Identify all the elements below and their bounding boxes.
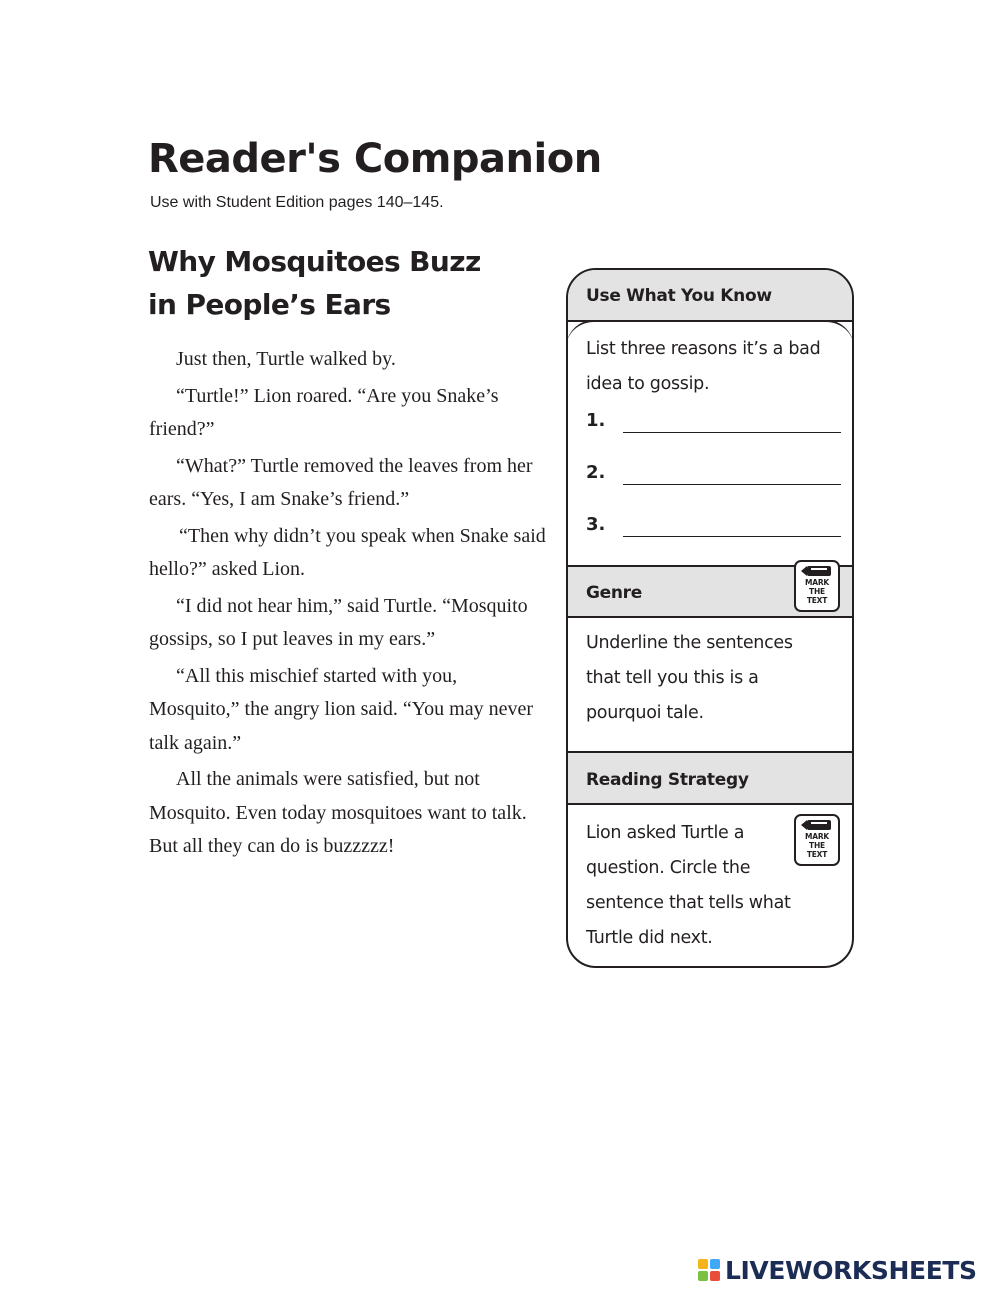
page-subtitle: Use with Student Edition pages 140–145. <box>150 194 444 211</box>
instruction-line: Turtle did next. <box>586 928 713 948</box>
story-paragraph: “Turtle!” Lion roared. “Are you Snake’s friend?” <box>149 384 499 440</box>
badge-line: THE <box>809 841 825 850</box>
story-paragraph: All the animals were satisfied, but not Mosquito. Even today mosquitoes want to talk. But all they can do is buzzzzz! <box>149 768 527 857</box>
story-paragraph: “I did not hear him,” said Turtle. “Mosquito gossips, so I put leaves in my ears.” <box>149 594 528 650</box>
answer-blank[interactable] <box>623 432 841 433</box>
instruction-line: that tell you this is a <box>586 668 759 688</box>
genre-instructions <box>586 626 846 731</box>
answer-number: 1. <box>586 410 606 431</box>
badge-line: MARK <box>804 832 830 841</box>
story-title-line: in People’s Ears <box>148 288 391 321</box>
story-paragraph: “What?” Turtle removed the leaves from her ears. “Yes, I am Snake’s friend.” <box>149 454 533 510</box>
reading-strategy-instructions <box>586 816 846 956</box>
answer-blank[interactable] <box>623 536 841 537</box>
badge-line: TEXT <box>806 596 828 605</box>
companion-sidebar <box>566 268 854 968</box>
instruction-line: Underline the sentences <box>586 633 793 653</box>
prompt-line: List three reasons it’s a bad <box>586 339 821 359</box>
mark-the-text-badge <box>794 560 840 612</box>
use-what-you-know-prompt <box>586 332 846 402</box>
section-heading-reading-strategy: Reading Strategy <box>568 751 852 805</box>
instruction-line: question. Circle the <box>586 858 751 878</box>
answer-line-2[interactable] <box>586 462 846 492</box>
story-paragraph: “Then why didn’t you speak when Snake said hello?” asked Lion. <box>149 524 546 580</box>
answer-number: 2. <box>586 462 606 483</box>
badge-line: MARK <box>804 578 830 587</box>
story-paragraph: “All this mischief started with you, Mosquito,” the angry lion said. “You may never talk again.” <box>149 664 534 754</box>
instruction-line: pourquoi tale. <box>586 703 704 723</box>
answer-blank[interactable] <box>623 484 841 485</box>
badge-line: THE <box>809 587 825 596</box>
answer-line-3[interactable] <box>586 514 846 544</box>
section-heading-genre: Genre <box>568 565 852 618</box>
instruction-line: sentence that tells what <box>586 893 791 913</box>
logo-text: LIVEWORKSHEETS <box>725 1256 977 1285</box>
pencil-icon <box>801 565 833 577</box>
prompt-line: idea to gossip. <box>586 374 710 394</box>
story-title-line: Why Mosquitoes Buzz <box>148 245 481 278</box>
answer-number: 3. <box>586 514 606 535</box>
story-paragraph: Just then, Turtle walked by. <box>176 348 396 370</box>
badge-line: TEXT <box>806 850 828 859</box>
story-title <box>148 240 481 326</box>
page-title: Reader's Companion <box>148 136 602 182</box>
answer-line-1[interactable] <box>586 410 846 440</box>
story-text <box>149 343 549 867</box>
instruction-line: Lion asked Turtle a <box>586 823 745 843</box>
section-heading-use-what-you-know: Use What You Know <box>568 270 852 322</box>
logo-grid-icon <box>698 1259 722 1283</box>
